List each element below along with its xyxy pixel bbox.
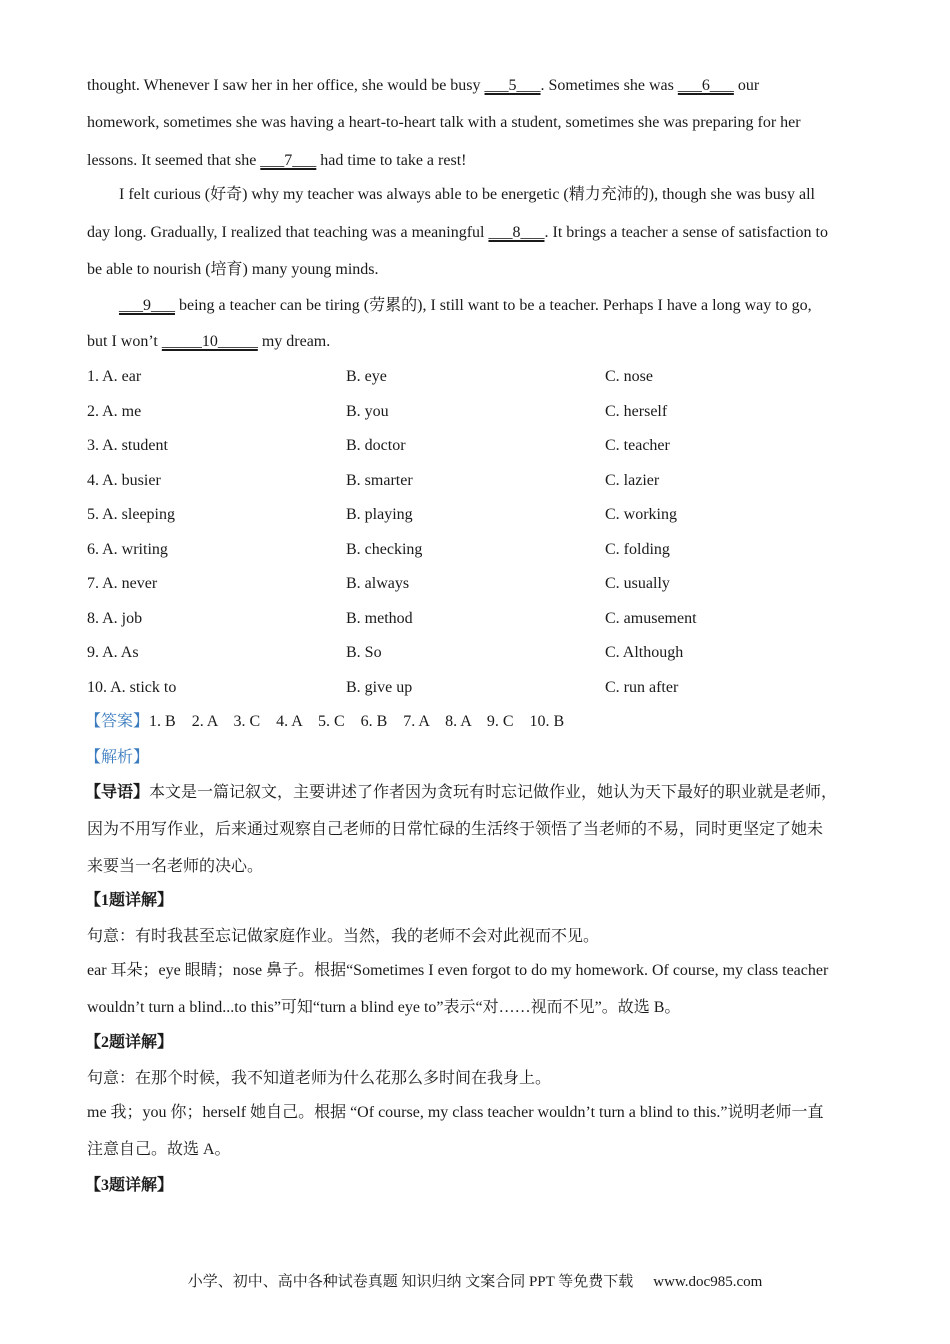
page-footer	[0, 1270, 950, 1291]
option-c: C. nose	[605, 368, 653, 385]
passage-text: my dream.	[257, 333, 331, 350]
q1-line: 句意：有时我甚至忘记做家庭作业。当然，我的老师不会对此视而不见。	[87, 928, 600, 945]
option-a: 7. A. never	[87, 575, 158, 592]
q2-line: me 我；you 你；herself 她自己。根据 “Of course, my class teacher wouldn’t turn a blind to this.”说明老师一直	[87, 1104, 824, 1121]
passage-line: be able to nourish (培育) many young minds.	[87, 261, 379, 278]
answer-line	[85, 712, 564, 732]
option-a: 9. A. As	[87, 644, 139, 661]
q2-heading: 【2题详解】	[85, 1034, 174, 1051]
passage-text: lessons. It seemed that she	[87, 152, 261, 169]
passage-text: being a teacher can be tiring (劳累的), I still want to be a teacher. Perhaps I have a long way to go,	[175, 297, 812, 314]
option-a: 1. A. ear	[87, 368, 142, 385]
option-a: 4. A. busier	[87, 472, 161, 489]
q3-heading: 【3题详解】	[85, 1177, 174, 1194]
passage-line	[87, 151, 466, 171]
option-b: B. you	[346, 403, 389, 420]
passage-text: . It brings a teacher a sense of satisfaction to	[544, 224, 828, 241]
blank-9: ___9___	[119, 297, 175, 314]
q1-line: ear 耳朵；eye 眼睛；nose 鼻子。根据“Sometimes I even forgot to do my homework. Of course, my class teacher	[87, 962, 829, 979]
passage-text: had time to take a rest!	[316, 152, 467, 169]
option-a: 3. A. student	[87, 437, 168, 454]
option-b: B. checking	[346, 541, 423, 558]
blank-6: ___6___	[677, 77, 734, 94]
option-b: B. So	[346, 644, 382, 661]
option-b: B. give up	[346, 679, 413, 696]
passage-line	[87, 332, 330, 352]
footer-site[interactable]: www.doc985.com	[653, 1274, 763, 1290]
blank-7: ___7___	[260, 152, 317, 169]
option-a: 2. A. me	[87, 403, 142, 420]
option-c: C. folding	[605, 541, 670, 558]
analysis-label: 【解析】	[85, 749, 150, 766]
intro-text: 本文是一篇记叙文，主要讲述了作者因为贪玩有时忘记做作业，她认为天下最好的职业就是老师，	[149, 784, 838, 801]
option-c: C. teacher	[605, 437, 670, 454]
intro-line	[85, 783, 837, 803]
option-b: B. always	[346, 575, 410, 592]
answer-text: 1. B 2. A 3. C 4. A 5. C 6. B 7. A 8. A 9. C 10. B	[149, 713, 565, 730]
passage-line: I felt curious (好奇) why my teacher was always able to be energetic (精力充沛的), though she was busy all	[119, 186, 815, 203]
option-c: C. run after	[605, 679, 679, 696]
option-a: 8. A. job	[87, 610, 143, 627]
q1-line: wouldn’t turn a blind...to this”可知“turn a blind eye to”表示“对……视而不见”。故选 B。	[87, 999, 681, 1016]
option-c: C. usually	[605, 575, 670, 592]
option-b: B. method	[346, 610, 413, 627]
passage-line	[119, 296, 812, 316]
intro-label: 【导语】	[85, 784, 150, 801]
option-c: C. Although	[605, 644, 684, 661]
passage-text: our	[733, 77, 760, 94]
q1-heading: 【1题详解】	[85, 892, 174, 909]
option-c: C. herself	[605, 403, 668, 420]
option-a: 6. A. writing	[87, 541, 168, 558]
passage-line	[87, 76, 759, 96]
option-a: 10. A. stick to	[87, 679, 177, 696]
footer-text: 小学、初中、高中各种试卷真题 知识归纳 文案合同 PPT 等免费下载	[187, 1274, 634, 1290]
blank-5: ___5___	[484, 77, 541, 94]
option-c: C. amusement	[605, 610, 697, 627]
passage-line: homework, sometimes she was having a heart-to-heart talk with a student, sometimes she was preparing for her	[87, 114, 801, 131]
option-c: C. working	[605, 506, 677, 523]
answer-label: 【答案】	[85, 713, 150, 730]
blank-8: ___8___	[488, 224, 545, 241]
option-b: B. smarter	[346, 472, 413, 489]
intro-line: 来要当一名老师的决心。	[87, 858, 264, 875]
option-c: C. lazier	[605, 472, 660, 489]
option-b: B. doctor	[346, 437, 406, 454]
passage-text: day long. Gradually, I realized that teaching was a meaningful	[87, 224, 489, 241]
q2-line: 注意自己。故选 A。	[87, 1141, 231, 1158]
passage-text: thought. Whenever I saw her in her office, she would be busy	[87, 77, 485, 94]
passage-line	[87, 223, 828, 243]
passage-text: but I won’t	[87, 333, 162, 350]
blank-10: _____10_____	[161, 333, 258, 350]
passage-text: . Sometimes she was	[540, 77, 678, 94]
option-b: B. playing	[346, 506, 413, 523]
option-a: 5. A. sleeping	[87, 506, 175, 523]
q2-line: 句意：在那个时候，我不知道老师为什么花那么多时间在我身上。	[87, 1070, 552, 1087]
option-b: B. eye	[346, 368, 387, 385]
intro-line: 因为不用写作业，后来通过观察自己老师的日常忙碌的生活终于领悟了当老师的不易，同时更坚定了她未	[87, 821, 824, 838]
